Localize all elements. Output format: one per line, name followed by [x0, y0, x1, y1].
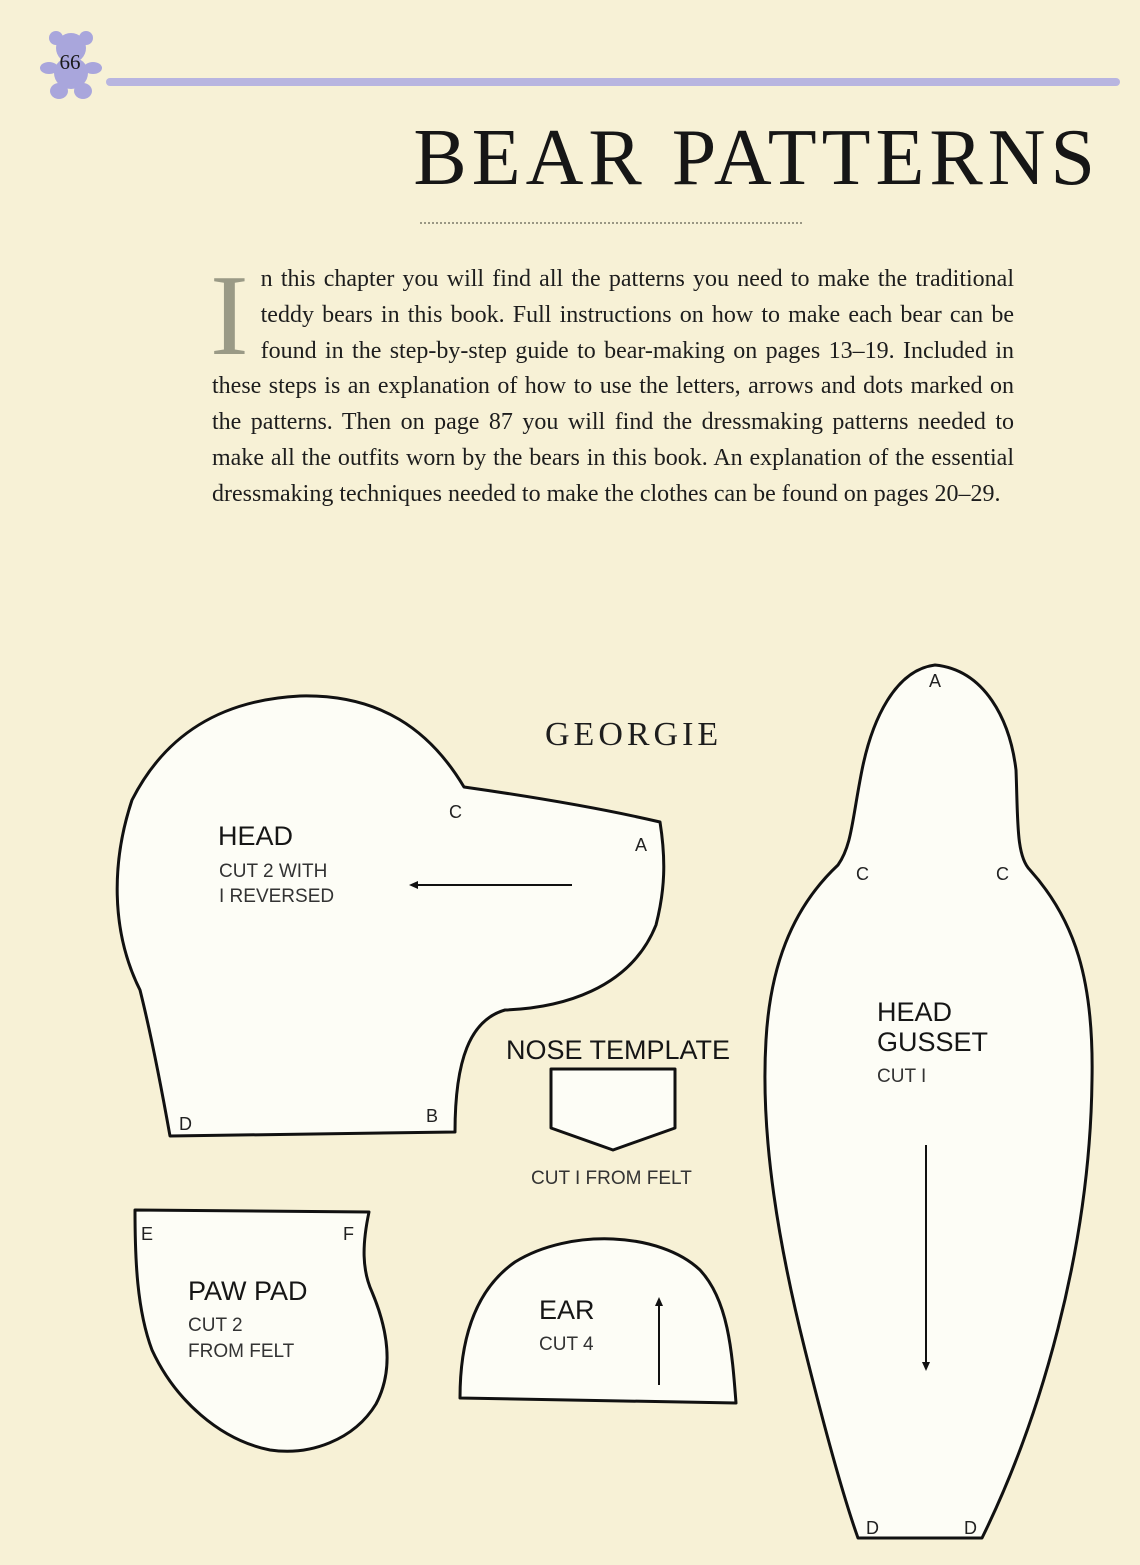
head-point-b: B — [426, 1106, 439, 1126]
head-point-a: A — [635, 835, 648, 855]
ear-pattern — [460, 1239, 736, 1403]
head-point-c: C — [449, 802, 462, 822]
page-number: 66 — [59, 50, 81, 74]
head-cut-line2: I REVERSED — [219, 886, 335, 907]
intro-text: n this chapter you will find all the patterns you need to make the traditional teddy bears in this book. Full instructions on how to make each bear can be found in the step-by-step guide to bear-making on pages 13–19. Included in these steps is an explanation of how to use the letters, arrows and dots marked on the patterns. Then on page 87 you will find the dressmaking patterns needed to make all the outfits worn by the bears in this book. An explanation of the essential dressmaking techniques needed to make the clothes can be found on pages 20–29. — [212, 266, 1014, 507]
head-gusset-title-line1: HEAD — [877, 997, 953, 1027]
head-gusset-pattern — [765, 665, 1092, 1538]
ear-cut: CUT 4 — [539, 1334, 594, 1355]
head-gusset-point-d-left: D — [866, 1518, 879, 1538]
paw-pad-pattern — [135, 1210, 387, 1451]
head-cut-line1: CUT 2 WITH — [219, 861, 328, 882]
paw-pad-title: PAW PAD — [188, 1276, 308, 1306]
head-gusset-outline — [765, 665, 1092, 1538]
head-gusset-point-c-left: C — [856, 864, 869, 884]
paw-pad-cut-line1: CUT 2 — [188, 1315, 243, 1336]
head-point-d: D — [179, 1114, 192, 1134]
head-gusset-point-c-right: C — [996, 864, 1009, 884]
head-gusset-point-d-right: D — [964, 1518, 977, 1538]
head-title: HEAD — [218, 821, 294, 851]
ear-title: EAR — [539, 1295, 595, 1325]
nose-template-cut: CUT I FROM FELT — [531, 1168, 692, 1189]
head-gusset-point-a: A — [929, 671, 942, 691]
paw-pad-point-f: F — [343, 1224, 354, 1244]
section-title-georgie: GEORGIE — [545, 716, 723, 753]
nose-template-outline — [551, 1069, 675, 1150]
paw-pad-point-e: E — [141, 1224, 154, 1244]
drop-cap: I — [210, 252, 249, 380]
head-gusset-cut: CUT I — [877, 1066, 927, 1087]
page-title: BEAR PATTERNS — [413, 114, 1100, 202]
paw-pad-outline — [135, 1210, 387, 1451]
nose-template-title: NOSE TEMPLATE — [506, 1035, 731, 1065]
ear-outline — [460, 1239, 736, 1403]
nose-template-pattern — [506, 1035, 730, 1189]
head-gusset-title-line2: GUSSET — [877, 1027, 989, 1057]
paw-pad-cut-line2: FROM FELT — [188, 1341, 295, 1362]
